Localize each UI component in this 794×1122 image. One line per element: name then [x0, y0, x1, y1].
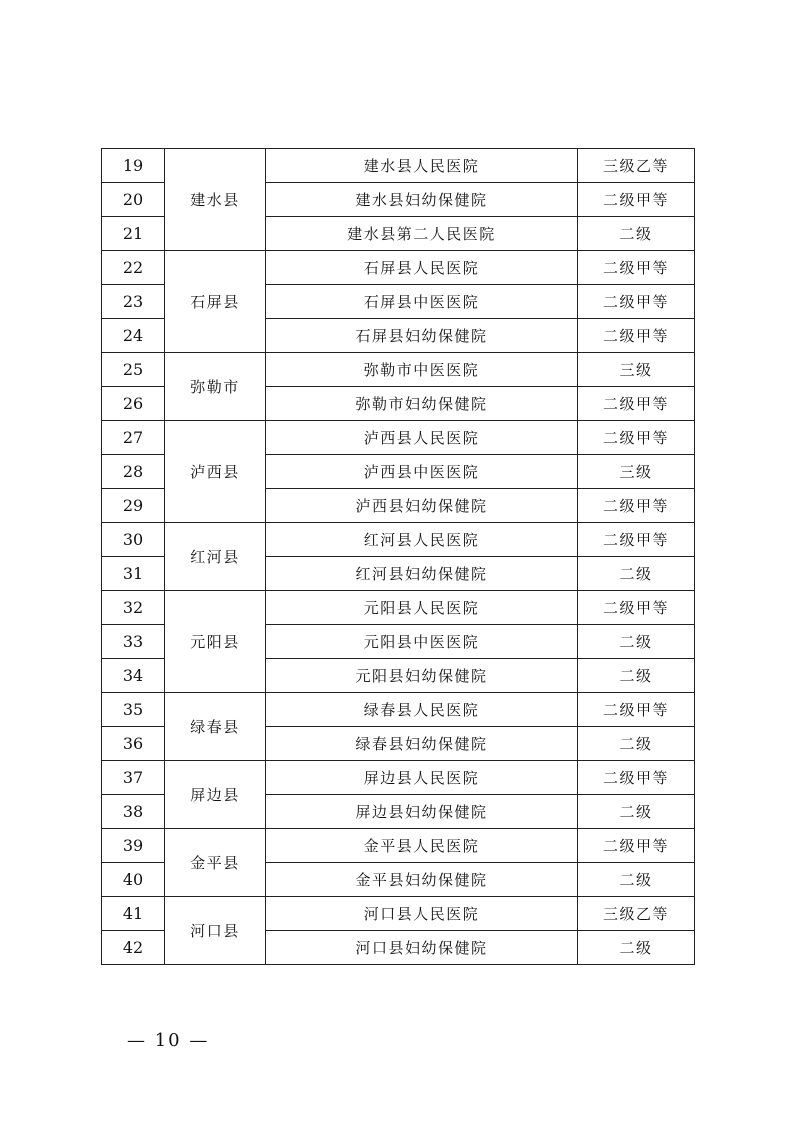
hospital-level: 二级: [578, 557, 695, 591]
hospital-name: 金平县人民医院: [266, 829, 578, 863]
hospital-level: 二级甲等: [578, 285, 695, 319]
row-number: 25: [102, 353, 165, 387]
row-number: 31: [102, 557, 165, 591]
table-row: [102, 761, 695, 795]
county-cell: 元阳县: [165, 591, 266, 693]
hospital-level: 二级甲等: [578, 591, 695, 625]
county-cell: 石屏县: [165, 251, 266, 353]
table-row: [102, 251, 695, 285]
hospital-level: 三级: [578, 353, 695, 387]
hospital-name: 泸西县妇幼保健院: [266, 489, 578, 523]
county-cell: 河口县: [165, 897, 266, 965]
hospital-name: 屏边县妇幼保健院: [266, 795, 578, 829]
hospital-name: 弥勒市中医医院: [266, 353, 578, 387]
row-number: 27: [102, 421, 165, 455]
hospital-name: 泸西县人民医院: [266, 421, 578, 455]
row-number: 29: [102, 489, 165, 523]
county-cell: 弥勒市: [165, 353, 266, 421]
hospital-level: 二级甲等: [578, 761, 695, 795]
county-cell: 绿春县: [165, 693, 266, 761]
hospital-level: 二级: [578, 795, 695, 829]
hospital-level: 三级乙等: [578, 897, 695, 931]
row-number: 34: [102, 659, 165, 693]
row-number: 19: [102, 149, 165, 183]
page-number: — 10 —: [127, 1030, 210, 1051]
row-number: 22: [102, 251, 165, 285]
hospital-name: 弥勒市妇幼保健院: [266, 387, 578, 421]
row-number: 23: [102, 285, 165, 319]
table-row: [102, 693, 695, 727]
county-cell: 金平县: [165, 829, 266, 897]
row-number: 24: [102, 319, 165, 353]
hospital-name: 绿春县妇幼保健院: [266, 727, 578, 761]
row-number: 37: [102, 761, 165, 795]
hospital-level: 二级甲等: [578, 387, 695, 421]
hospital-name: 元阳县妇幼保健院: [266, 659, 578, 693]
hospital-name: 建水县妇幼保健院: [266, 183, 578, 217]
county-cell: 红河县: [165, 523, 266, 591]
hospital-level: 二级甲等: [578, 319, 695, 353]
county-cell: 屏边县: [165, 761, 266, 829]
hospital-name: 红河县人民医院: [266, 523, 578, 557]
hospital-name: 红河县妇幼保健院: [266, 557, 578, 591]
hospital-level: 二级甲等: [578, 693, 695, 727]
row-number: 30: [102, 523, 165, 557]
row-number: 38: [102, 795, 165, 829]
row-number: 35: [102, 693, 165, 727]
row-number: 26: [102, 387, 165, 421]
table-row: [102, 523, 695, 557]
hospital-level: 二级: [578, 727, 695, 761]
table-row: [102, 149, 695, 183]
row-number: 42: [102, 931, 165, 965]
hospital-name: 屏边县人民医院: [266, 761, 578, 795]
hospital-level: 二级: [578, 217, 695, 251]
hospital-level: 三级: [578, 455, 695, 489]
hospital-level: 二级: [578, 625, 695, 659]
row-number: 21: [102, 217, 165, 251]
hospital-name: 河口县人民医院: [266, 897, 578, 931]
row-number: 32: [102, 591, 165, 625]
row-number: 40: [102, 863, 165, 897]
hospital-level: 三级乙等: [578, 149, 695, 183]
hospital-level: 二级甲等: [578, 421, 695, 455]
hospital-name: 泸西县中医医院: [266, 455, 578, 489]
hospital-level: 二级: [578, 863, 695, 897]
hospital-level: 二级: [578, 931, 695, 965]
hospital-level: 二级甲等: [578, 489, 695, 523]
hospital-level: 二级: [578, 659, 695, 693]
row-number: 41: [102, 897, 165, 931]
hospital-level: 二级甲等: [578, 829, 695, 863]
table-row: [102, 897, 695, 931]
hospital-level: 二级甲等: [578, 183, 695, 217]
row-number: 20: [102, 183, 165, 217]
county-cell: 建水县: [165, 149, 266, 251]
hospital-name: 绿春县人民医院: [266, 693, 578, 727]
hospital-name: 石屏县人民医院: [266, 251, 578, 285]
table-row: [102, 591, 695, 625]
table-row: [102, 829, 695, 863]
table-row: [102, 353, 695, 387]
hospital-name: 河口县妇幼保健院: [266, 931, 578, 965]
hospital-name: 金平县妇幼保健院: [266, 863, 578, 897]
hospital-name: 元阳县人民医院: [266, 591, 578, 625]
hospital-name: 建水县人民医院: [266, 149, 578, 183]
row-number: 39: [102, 829, 165, 863]
table-row: [102, 421, 695, 455]
row-number: 36: [102, 727, 165, 761]
hospital-name: 石屏县中医医院: [266, 285, 578, 319]
hospital-level: 二级甲等: [578, 523, 695, 557]
hospital-level: 二级甲等: [578, 251, 695, 285]
hospital-table: [101, 148, 695, 965]
hospital-name: 建水县第二人民医院: [266, 217, 578, 251]
county-cell: 泸西县: [165, 421, 266, 523]
row-number: 28: [102, 455, 165, 489]
hospital-name: 石屏县妇幼保健院: [266, 319, 578, 353]
row-number: 33: [102, 625, 165, 659]
hospital-name: 元阳县中医医院: [266, 625, 578, 659]
